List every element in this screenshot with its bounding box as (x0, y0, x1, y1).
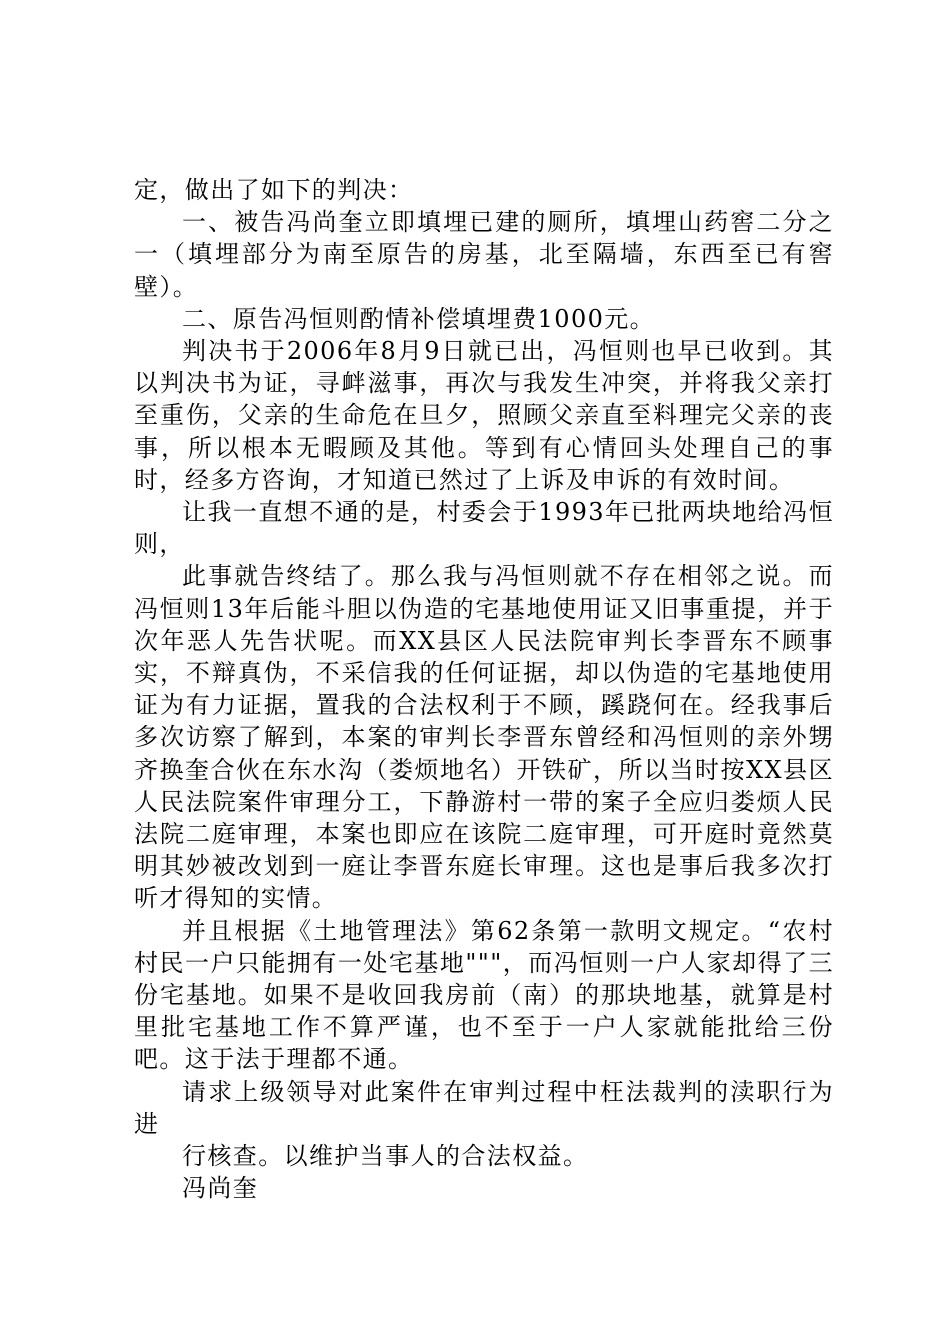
paragraph-judgment-intro: 定，做出了如下的判决： (134, 176, 414, 204)
paragraph-judgment-item-1: 一、被告冯尚奎立即填埋已建的厕所，填埋山药窖二分之一（填埋部分为南至原告的房基，北至隔墙，东西至已有窖壁）。 (134, 208, 834, 301)
paragraph-land-law: 并且根据《土地管理法》第62条第一款明文规定。“农村村民一户只能拥有一处宅基地"""，而冯恒则一户人家却得了三份宅基地。如果不是收回我房前（南）的那块地基，就算是村里批宅基地工作不算严谨，也不至于一户人家就能批给三份吧。这于法于理都不通。 (134, 916, 834, 1074)
paragraph-village-committee: 让我一直想不通的是，村委会于1993年已批两块地给冯恒则， (134, 498, 834, 559)
paragraph-judgment-item-2: 二、原告冯恒则酌情补偿填埋费1000元。 (182, 304, 656, 333)
paragraph-judgment-issued: 判决书于2006年8月9日就已出，冯恒则也早已收到。其以判决书为证，寻衅滋事，再次与我发生冲突，并将我父亲打至重伤，父亲的生命危在旦夕，照顾父亲直至料理完父亲的丧事，所以根本无暇顾及其他。等到有心情回头处理自己的事时，经多方咨询，才知道已然过了上诉及申诉的有效时间。 (134, 337, 834, 494)
paragraph-request-continued: 行核查。以维护当事人的合法权益。 (182, 1142, 589, 1171)
paragraph-request: 请求上级领导对此案件在审判过程中枉法裁判的渎职行为进 (134, 1077, 834, 1138)
paragraph-matter-concluded: 此事就告终结了。那么我与冯恒则就不存在相邻之说。而冯恒则13年后能斗胆以伪造的宅基地使用证又旧事重提，并于次年恶人先告状呢。而XX县区人民法院审判长李晋东不顾事实，不辩真伪，不采信我的任何证据，却以伪造的宅基地使用证为有力证据，置我的合法权利于不顾，蹊跷何在。经我事后多次访察了解到，本案的审判长李晋东曾经和冯恒则的亲外甥齐换奎合伙在东水沟（娄烦地名）开铁矿，所以当时按XX县区人民法院案件审理分工，下静游村一带的案子全应归娄烦人民法院二庭审理，本案也即应在该院二庭审理，可开庭时竟然莫明其妙被改划到一庭让李晋东庭长审理。这也是事后我多次打听才得知的实情。 (134, 562, 834, 913)
signature-name: 冯尚奎 (182, 1174, 259, 1203)
document-body (134, 174, 834, 1205)
